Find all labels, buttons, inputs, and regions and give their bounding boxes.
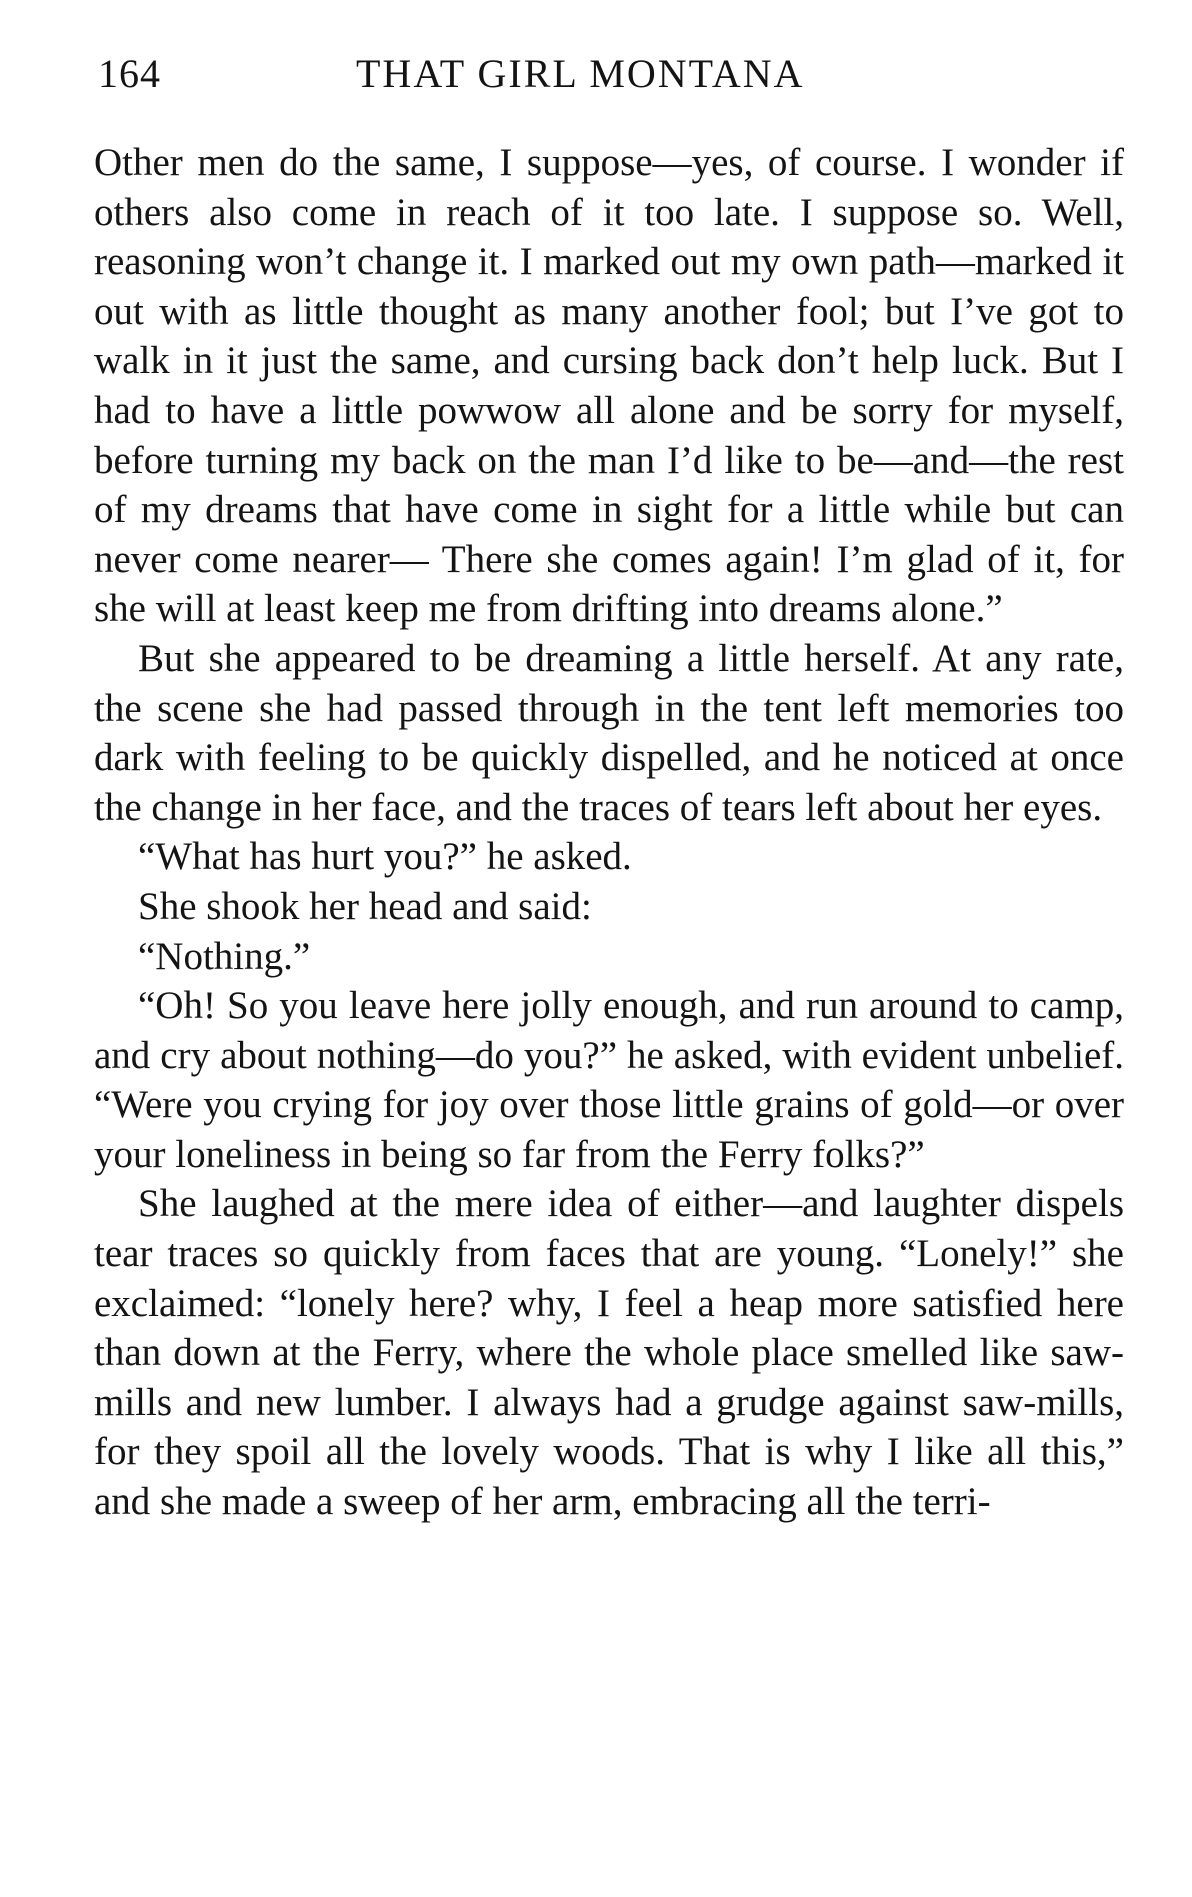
paragraph: But she appeared to be dreaming a little herself. At any rate, the scene she had passed through in the tent left memories too dark with feeling to be quickly dispelled, and he noticed at once the change in her face, and the traces of tears left about her eyes. [94,636,1124,829]
paragraph: “Nothing.” [138,934,311,978]
running-title: THAT GIRL MONTANA [356,51,805,96]
paragraph: She shook her head and said: [138,884,592,928]
page-number: 164 [98,51,161,96]
paragraph: “What has hurt you?” he asked. [138,835,632,879]
paragraph: She laughed at the mere idea of either—and laughter dispels tear traces so quickly from faces that are young. “Lonely!” she exclaimed: “lonely here? why, I feel a heap more satisfied here than down at the Ferry, where the whole place smelled like saw-mills and new lumber. I always had a grudge against saw-mills, for they spoil all the lovely woods. That is why I like all this,” and she made a sweep of her arm, embracing all the terri- [94,1182,1124,1524]
paragraph: “Oh! So you leave here jolly enough, and run around to camp, and cry about nothing—do you?” he asked, with evident unbelief. “Were you crying for joy over those little grains of gold—or over your loneliness in being so far from the Ferry folks?” [94,984,1124,1176]
book-page [94,36,1124,1527]
body-text [94,138,1124,1527]
paragraph-continued: Other men do the same, I suppose—yes, of course. I wonder if others also come in reach of it too late. I suppose so. Well, reasoning won’t change it. I marked out my own path—marked it out with as little thought as many another fool; but I’ve got to walk in it just the same, and cursing back don’t help luck. But I had to have a little powwow all alone and be sorry for myself, before turning my back on the man I’d like to be—and—the rest of my dreams that have come in sight for a little while but can never come nearer— There she comes again! I’m glad of it, for she will at least keep me from drifting into dreams alone.” [94,141,1124,631]
running-head [94,36,1124,108]
